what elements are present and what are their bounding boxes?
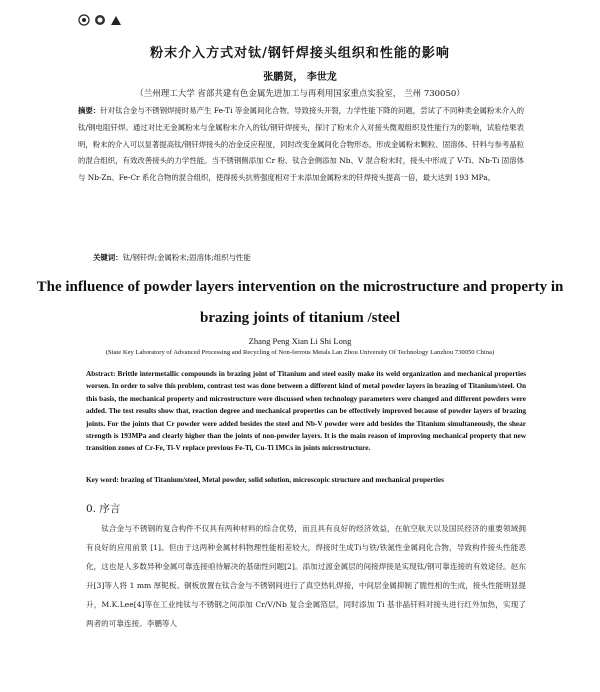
chinese-title: 粉末介入方式对钛/钢钎焊接头组织和性能的影响	[150, 46, 450, 61]
chinese-affiliation: （兰州理工大学 省部共建有色金属先进加工与再利用国家重点实验室， 兰州 730050）	[135, 89, 465, 99]
english-abstract	[86, 368, 526, 455]
journal-logos	[78, 14, 122, 26]
chinese-keywords	[93, 252, 251, 263]
english-keywords	[86, 476, 526, 484]
chinese-abstract	[78, 103, 524, 187]
english-affiliation: (State Key Laboratory of Advanced Processing and Recycling of Non-ferrous Metals Lan Zhou University Of Technology Lanzhou 730050 China)	[105, 349, 495, 356]
english-title-line1: The influence of powder layers intervention on the microstructure and property in	[36, 279, 564, 295]
chinese-keywords-label: 关键词：	[93, 253, 123, 262]
emblem-icon	[78, 14, 90, 26]
chinese-authors: 张鹏贤， 李世龙	[263, 72, 337, 83]
english-keywords-text: brazing of Titanium/steel, Metal powder, solid solution, microscopic structure and mechanical properties	[120, 476, 444, 484]
chinese-abstract-label: 摘要：	[78, 106, 101, 115]
chinese-abstract-text: 针对钛合金与不锈钢焊接时易产生 Fe-Ti 等金属间化合物，导致接头开裂，力学性能下降的问题，尝试了不同种类金属粉末介入的钛/钢电阻钎焊。通过对比无金属粉末与金属粉末介入的钛/钢钎焊接头，探讨了粉末介入对接头微观组织及性能行为的影响，试验结果表明，粉末的介入可以显著提高钛/钢钎焊接头的冶金反应程度，同时改变金属间化合物形态，形成金属粉末颗粒、固溶体、钎料与参考晶粒的混合组织，有效改善接头的力学性能。当不锈钢侧添加 Cr 粉、钛合金侧添加 Nb、V 混合粉末时，接头中形成了 V-Ti、Nb-Ti 固溶体与 Nb-Zn、Fe-Cr 系化合物的混合组织，使得接头抗剪强度相对于未添加金属粉末的钎焊接头提高一倍，最大达到 193 MPa。	[78, 106, 524, 183]
section-heading: 0. 序言	[86, 503, 121, 515]
english-abstract-label: Abstract:	[86, 370, 116, 378]
seal-icon	[94, 14, 106, 26]
english-title	[0, 272, 600, 334]
english-title-line2: brazing joints of titanium /steel	[200, 310, 400, 326]
english-keywords-label: Key word:	[86, 476, 119, 484]
section-paragraph: 钛合金与不锈钢的复合构件不仅具有两种材料的综合优势，而且具有良好的经济效益，在航空航天以及国民经济的重要领域拥有良好的应用前景 [1]。但由于这两种金属材料物理性能相差较大，焊接时生成Ti与铁/铁氮性金属间化合物，导致构件接头性能恶化，这也是人多数异种金属可靠连接亟待解决的基础性问题[2]。添加过渡金属层的间接焊接是实现钛/钢可靠连接的有效途径。赵东升[3]等人将 1 mm 厚铌板、铜板放置在钛合金与不锈钢间进行了真空热轧焊接，中间层金属抑制了脆性相的生成，接头性能明显提升，M.K.Lee[4]等在工业纯钛与不锈钢之间添加 Cr/V/Nb 复合金属箔层，同时添加 Ti 基非晶钎料对接头进行红外加热，实现了两者的可靠连接。李鹏等人	[86, 524, 526, 628]
english-authors: Zhang Peng Xian Li Shi Long	[248, 336, 352, 346]
english-abstract-text: Brittle intermetallic compounds in brazing joint of Titanium and steel easily make its weld organization and mechanical properties worsen. In order to solve this problem, contrast test was done between a different kind of metal powder layers in brazing of Titanium/steel. On this basis, the mechanical property and microstructure were discussed when technology parameters were changed and different powders were added. The test results show that, reaction degree and mechanical properties can be effectively improved because of powder layers of brazing joints. For the joints that Cr powder were added besides the steel and Nb-V powder were add besides the Titanium simultaneously, the shear strength is 193MPa and clearly higher than the joints of non-powder layers. It is the main reason of improving mechanical property that new transition zones of Cr-Fe, Ti-V replace previous Fe-Ti, Cu-Ti IMCs in joints microstructure.	[86, 370, 526, 453]
chinese-keywords-text: 钛/钢钎焊;金属粉末;固溶体;组织与性能	[122, 253, 251, 262]
mountain-icon	[110, 14, 122, 26]
